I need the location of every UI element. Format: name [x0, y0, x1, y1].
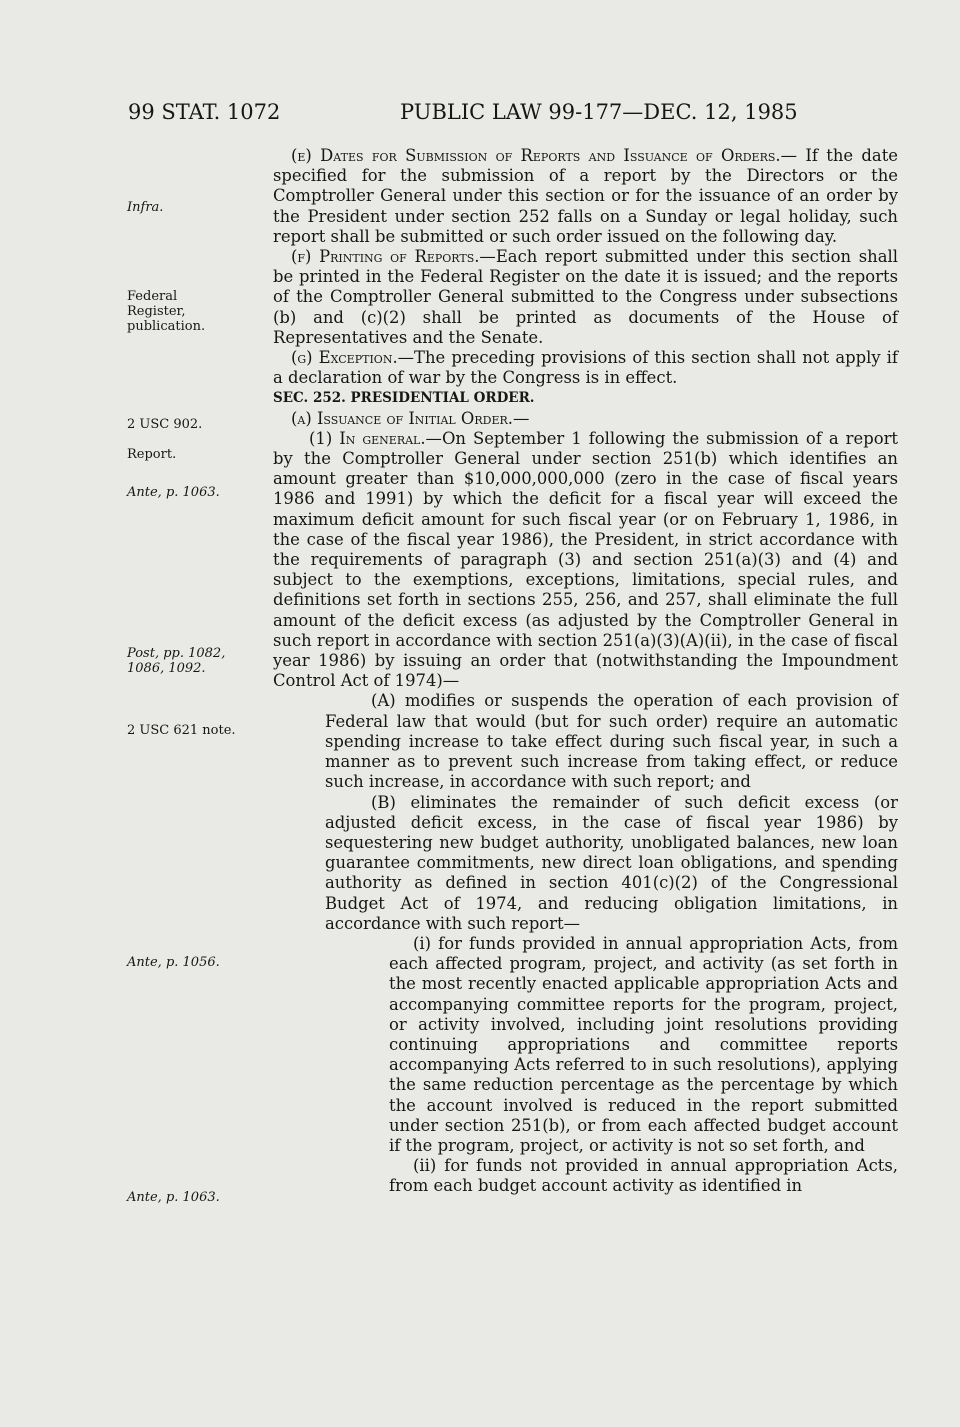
statute-page-number: 99 STAT. 1072 — [128, 100, 281, 124]
margin-note-federal-register: Federal Register, publication. — [127, 289, 206, 334]
public-law-title: PUBLIC LAW 99-177—DEC. 12, 1985 — [400, 100, 798, 124]
subparagraph-B: (B) eliminates the remainder of such deficit excess (or adjusted deficit excess, in the case of fiscal year 1986) by sequestering new budget authority, unobligated balances, new loan guarantee commitments, new direct loan obligations, and spending authority as defined in section 401(c)(2) of the Congressional Budget Act of 1974, and reducing obligation limitations, in accordance with such report— — [325, 792, 898, 933]
margin-note-2usc902: 2 USC 902. — [127, 417, 203, 432]
subsection-a-heading: (a) Issuance of Initial Order.— — [291, 408, 530, 428]
paragraph-1: (1) In general.—On September 1 following the submission of a report by the Comptroller General under section 251(b) which identifies an amount greater than $10,000,000,000 (zero in the case of fiscal years 1986 and 1991) by which the deficit for a fiscal year will exceed the maximum deficit amount for such fiscal year (or on February 1, 1986, in the case of the fiscal year 1986), the President, in strict accordance with the requirements of paragraph (3) and section 251(a)(3) and (4) and subject to the exemptions, exceptions, limitations, special rules, and definitions set forth in sections 255, 256, and 257, shall eliminate the full amount of the deficit excess (as adjusted by the Comptroller General in such report in accordance with section 251(a)(3)(A)(ii), in the case of fiscal year 1986) by issuing an order that (notwithstanding the Impoundment Control Act of 1974)— — [273, 428, 898, 691]
subsection-f: (f) Printing of Reports.—Each report submitted under this section shall be printed in the Federal Register on the date it is issued; and the reports of the Comptroller General submitted to the Congress under subsections (b) and (c)(2) shall be printed as documents of the House of Representatives and the Senate. — [273, 247, 898, 347]
subsection-g: (g) Exception.—The preceding provisions of this section shall not apply if a declaration of war by the Congress is in effect. — [273, 348, 898, 388]
margin-note-2usc621: 2 USC 621 note. — [127, 723, 236, 738]
subparagraph-A: (A) modifies or suspends the operation of each provision of Federal law that would (but for such order) require an automatic spending increase to take effect during such fiscal year, in such a manner as to prevent such increase from taking effect, or reduce such increase, in accordance with such report; and — [325, 691, 898, 792]
subsection-e: (e) Dates for Submission of Reports and Issuance of Orders.— If the date specified for the submission of a report by the Directors or the Comptroller General under this section or for the issuance of an order by the President under section 252 falls on a Sunday or legal holiday, such report shall be submitted or such order issued on the following day. — [273, 146, 898, 246]
margin-note-ante-1063: Ante, p. 1063. — [127, 485, 220, 500]
section-heading: SEC. 252. PRESIDENTIAL ORDER. — [273, 390, 535, 407]
statute-body — [273, 146, 898, 1197]
clause-i: (i) for funds provided in annual appropriation Acts, from each affected program, project, and activity (as set forth in the most recently enacted applicable appropriation Acts and accompanying committee reports for the program, project, or activity involved, including joint resolutions providing continuing appropriations and committee reports accompanying Acts referred to in such resolutions), applying the same reduction percentage as the percentage by which the account involved is reduced in the report submitted under section 251(b), or from each affected budget account if the program, project, or activity is not so set forth, and — [389, 933, 898, 1155]
clause-ii: (ii) for funds not provided in annual appropriation Acts, from each budget account activity as identified in — [389, 1156, 898, 1196]
margin-note-report: Report. — [127, 447, 177, 462]
margin-note-infra: Infra. — [127, 200, 164, 215]
margin-note-ante-1063-b: Ante, p. 1063. — [127, 1190, 220, 1205]
margin-note-post: Post, pp. 1082, 1086, 1092. — [127, 646, 226, 676]
margin-note-ante-1056: Ante, p. 1056. — [127, 955, 220, 970]
